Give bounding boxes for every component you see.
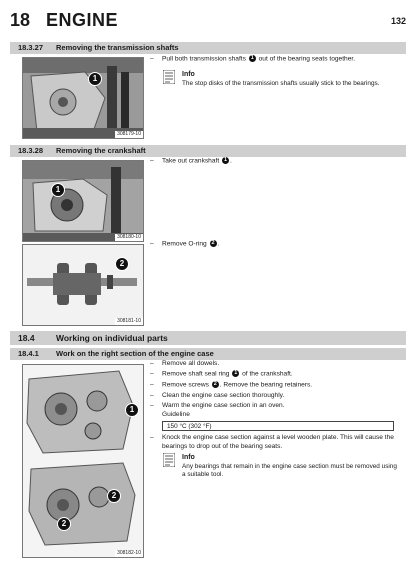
info-text: The stop disks of the transmission shafts usually stick to the bearings. — [182, 80, 380, 87]
section-title: Removing the crankshaft — [56, 146, 146, 155]
callout-number: 1 — [250, 55, 254, 61]
list-dash: – — [150, 240, 154, 247]
section-title: Work on the right section of the engine case — [56, 349, 214, 358]
callout-marker: 2 — [115, 257, 129, 271]
step-text: . Remove the bearing retainers. — [219, 381, 313, 389]
callout-number: 2 — [213, 381, 217, 387]
section-title: Removing the transmission shafts — [56, 43, 179, 52]
section-number: 18.4 — [18, 333, 35, 343]
guideline-label: Guideline — [162, 411, 190, 418]
photo-o-ring — [22, 244, 144, 326]
chapter-number: 18 — [10, 10, 31, 30]
page-number: 132 — [390, 16, 406, 26]
list-dash: – — [150, 402, 154, 409]
engine-photo-image — [23, 58, 143, 138]
step-text: of the crankshaft. — [242, 370, 293, 378]
section-number: 18.4.1 — [18, 349, 39, 358]
list-dash: – — [150, 55, 154, 62]
info-text: Any bearings that remain in the engine case section must be removed using a suitable tool. — [182, 463, 397, 479]
step-text: . — [230, 157, 232, 165]
section-number: 18.3.27 — [18, 43, 44, 52]
engine-case-photo-image — [23, 365, 143, 557]
photo-label: 308180-10 — [117, 234, 141, 240]
section-heading — [10, 42, 406, 54]
callout-number: 1 — [224, 157, 228, 163]
list-dash: – — [150, 370, 154, 377]
photo-label: 308181-10 — [117, 318, 141, 324]
engine-photo-image — [23, 161, 143, 241]
section-number: 18.3.28 — [18, 146, 44, 155]
info-note — [163, 70, 400, 92]
callout-marker: 2 — [57, 517, 71, 531]
info-title: Info — [182, 71, 195, 78]
section-heading — [10, 331, 406, 345]
guideline-value: 150 °C (302 °F) — [162, 421, 394, 431]
info-title: Info — [182, 454, 195, 461]
section-heading — [10, 348, 406, 360]
step-text: Take out crankshaft — [162, 157, 220, 165]
list-dash: – — [150, 360, 154, 367]
step-text: Pull both transmission shafts — [162, 55, 246, 63]
callout-number: 1 — [234, 370, 238, 376]
list-dash: – — [150, 381, 154, 388]
info-note — [163, 453, 400, 481]
step-text: . — [217, 240, 220, 248]
photo-label: 308179-10 — [117, 131, 141, 137]
list-dash: – — [150, 392, 154, 399]
step-text: Remove all dowels. — [162, 360, 220, 367]
section-heading — [10, 145, 406, 157]
callout-marker: 1 — [88, 72, 102, 86]
section-title: Working on individual parts — [56, 333, 168, 343]
info-icon — [163, 453, 175, 467]
step-text: Remove screws — [162, 381, 209, 389]
list-dash: – — [150, 157, 154, 164]
step-text: Clean the engine case section thoroughly. — [162, 392, 285, 399]
callout-marker: 1 — [125, 403, 139, 417]
photo-label: 308182-10 — [117, 550, 141, 556]
page-header — [10, 10, 406, 32]
step-text: Remove O-ring — [162, 240, 207, 248]
step-text: Warm the engine case section in an oven. — [162, 402, 285, 409]
callout-marker: 2 — [107, 489, 121, 503]
photo-engine-case — [22, 364, 144, 558]
chapter-title: ENGINE — [46, 10, 119, 30]
step-text: Knock the engine case section against a level wooden plate. This will cause the bearings to drop out of the bearing seats. — [162, 434, 394, 450]
callout-marker: 1 — [51, 183, 65, 197]
step-text: out of the bearing seats together. — [258, 55, 356, 63]
step-text: Remove shaft seal ring — [162, 370, 230, 378]
list-dash: – — [150, 434, 154, 441]
photo-transmission-shafts — [22, 57, 144, 139]
info-icon — [163, 70, 175, 84]
callout-number: 2 — [211, 240, 215, 246]
photo-crankshaft — [22, 160, 144, 242]
